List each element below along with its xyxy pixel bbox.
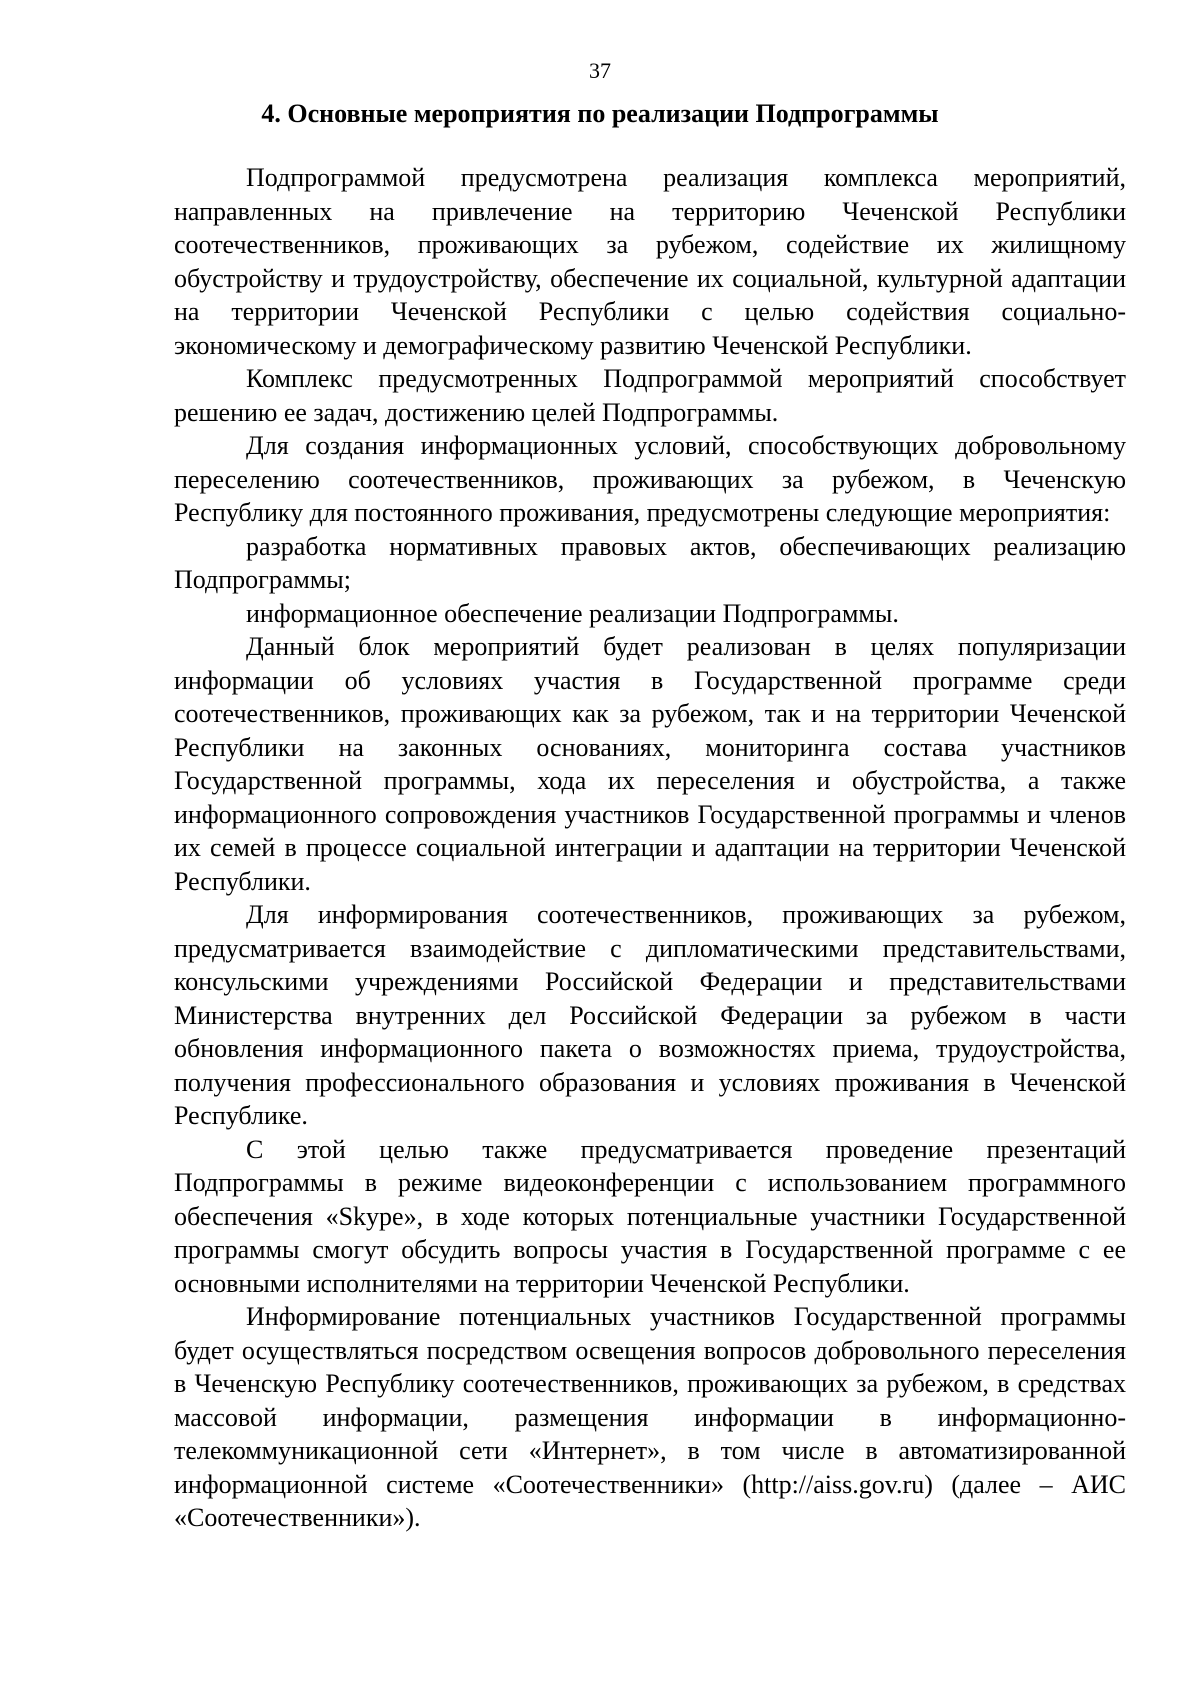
list-item-information-support: информационное обеспечение реализации Подпрограммы. xyxy=(246,598,899,628)
paragraph-video-presentations: С этой целью также предусматривается проведение презентаций Подпрограммы в режиме видеоконференции с использованием программного обеспечения «Skype», в ходе которых потенциальные участники Государственной программы смогут обсудить вопросы участия в Государственной программе с ее основными исполнителями на территории Чеченской Республики. xyxy=(174,1134,1126,1298)
section-title: 4. Основные мероприятия по реализации Подпрограммы xyxy=(261,99,939,128)
paragraph-complex-of-measures: Комплекс предусмотренных Подпрограммой мероприятий способствует решению ее задач, достижению целей Подпрограммы. xyxy=(174,364,1126,427)
paragraph-media-informing: Информирование потенциальных участников Государственной программы будет осуществляться посредством освещения вопросов добровольного переселения в Чеченскую Республику соотечественников, проживающих за рубежом, в средствах массовой информации, размещения информации в информационно-телекоммуникационной сети «Интернет», в том числе в автоматизированной информационной системе «Соотечественники» (http://aiss.gov.ru) (далее – АИС «Соотечественники»). xyxy=(174,1302,1126,1532)
paragraph-measures-block: Данный блок мероприятий будет реализован в целях популяризации информации об условиях участия в Государственной программе среди соотечественников, проживающих как за рубежом, так и на территории Чеченской Республики на законных основаниях, мониторинга состава участников Государственной программы, хода их переселения и обустройства, а также информационного сопровождения участников Государственной программы и членов их семей в процессе социальной интеграции и адаптации на территории Чеченской Республики. xyxy=(174,632,1126,896)
paragraph-informing-compatriots: Для информирования соотечественников, проживающих за рубежом, предусматривается взаимодействие с дипломатическими представительствами, консульскими учреждениями Российской Федерации и представительствами Министерства внутренних дел Российской Федерации за рубежом в части обновления информационного пакета о возможностях приема, трудоустройства, получения профессионального образования и условиях проживания в Чеченской Республике. xyxy=(174,900,1126,1130)
list-item-legal-acts: разработка нормативных правовых актов, обеспечивающих реализацию Подпрограммы; xyxy=(174,531,1126,594)
document-body xyxy=(174,161,1126,1535)
page-number: 37 xyxy=(589,58,611,83)
paragraph-subprogram-measures: Подпрограммой предусмотрена реализация комплекса мероприятий, направленных на привлечение на территорию Чеченской Республики соотечественников, проживающих за рубежом, содействие их жилищному обустройству и трудоустройству, обеспечение их социальной, культурной адаптации на территории Чеченской Республики с целью содействия социально-экономическому и демографическому развитию Чеченской Республики. xyxy=(174,163,1126,360)
paragraph-information-conditions: Для создания информационных условий, способствующих добровольному переселению соотечественников, проживающих за рубежом, в Чеченскую Республику для постоянного проживания, предусмотрены следующие мероприятия: xyxy=(174,431,1126,527)
